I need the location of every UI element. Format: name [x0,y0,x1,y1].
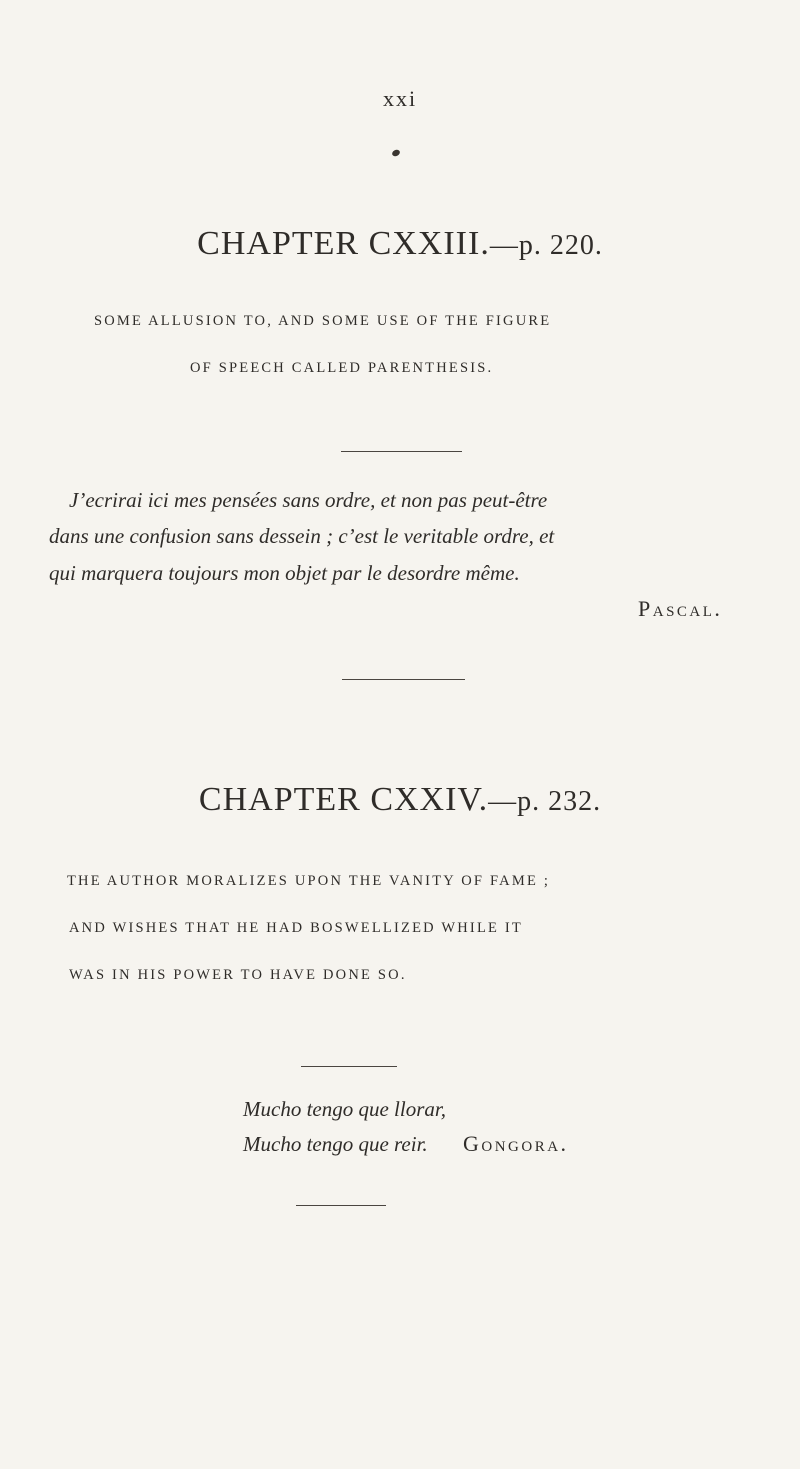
chapter-summary-line: WAS IN HIS POWER TO HAVE DONE SO. [69,967,407,983]
section-rule [341,451,462,452]
section-rule [296,1205,386,1206]
epigraph-line: dans une confusion sans dessein ; c’est le veritable ordre, et [49,524,555,548]
chapter-heading-cxxiii [0,225,800,263]
chapter-heading-cxxiv [0,781,800,819]
chapter-title: CHAPTER CXXIV. [198,781,489,818]
epigraph-line: J’ecrirai ici mes pensées sans ordre, et non pas peut-être [69,488,548,512]
chapter-page-ref: —p. 220. [489,230,603,261]
chapter-summary-line: OF SPEECH CALLED PARENTHESIS. [190,360,494,376]
ink-speck [391,149,401,158]
epigraph-line: qui marquera toujours mon objet par le desordre même. [49,561,520,585]
section-rule [342,679,465,680]
chapter-page-ref: —p. 232. [488,786,602,817]
chapter-summary-line: AND WISHES THAT HE HAD BOSWELLIZED WHILE IT [69,920,523,936]
chapter-title: CHAPTER CXXIII. [197,225,490,262]
chapter-summary-line: SOME ALLUSION TO, AND SOME USE OF THE FIGURE [94,313,552,329]
epigraph-line: Mucho tengo que llorar, [243,1097,446,1121]
epigraph-line: Mucho tengo que reir. [243,1132,428,1156]
section-rule [301,1066,397,1067]
epigraph-attribution: Gongora. [463,1131,569,1156]
epigraph-attribution: Pascal. [638,596,723,621]
page-number: xxi [382,86,418,111]
chapter-summary-line: THE AUTHOR MORALIZES UPON THE VANITY OF FAME ; [67,873,551,889]
